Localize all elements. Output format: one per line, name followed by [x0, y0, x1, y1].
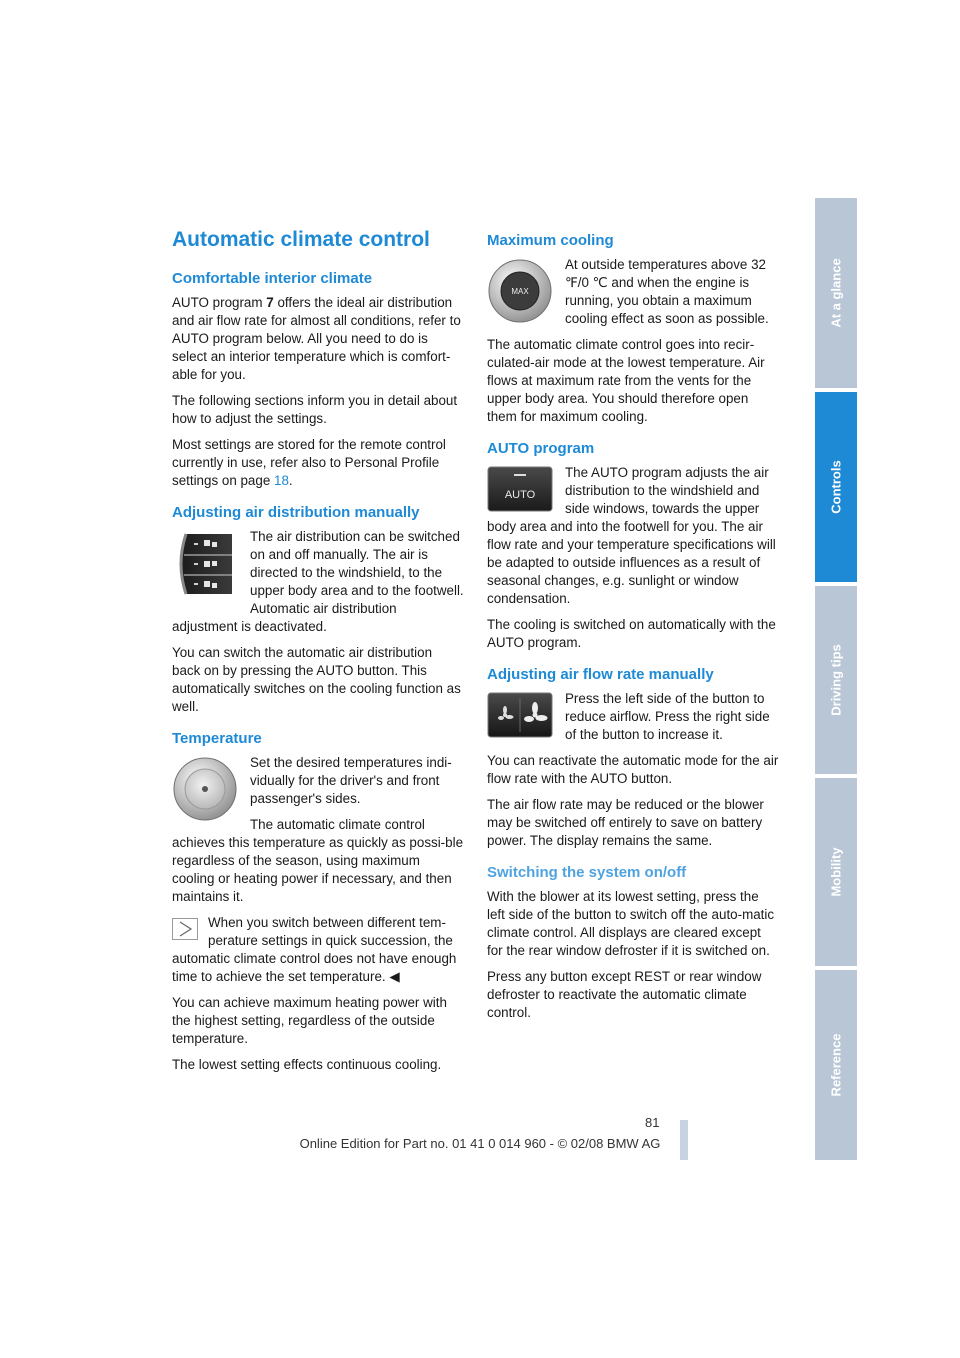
- paragraph: AUTO program 7 offers the ideal air distribution and air flow rate for almost all conditions, refer to AUTO program below. All you need to do is select an interior temperature which is comfort-able for you.: [172, 295, 461, 382]
- paragraph: You can reactivate the automatic mode for the air flow rate with the AUTO button.: [487, 753, 779, 786]
- paragraph: The automatic climate control goes into recir-culated-air mode at the lowest temperature. Air flows at maximum rate from the vents for the upper body area. You should therefore open them for maximum cooling.: [487, 337, 765, 424]
- heading-air-flow-rate: Adjusting air flow rate manually: [487, 666, 714, 683]
- paragraph: The lowest setting effects continuous cooling.: [172, 1057, 442, 1072]
- heading-comfortable-interior-climate: Comfortable interior climate: [172, 270, 373, 287]
- heading-switching-system: Switching the system on/off: [487, 864, 687, 881]
- page-number: 81: [645, 1115, 660, 1130]
- paragraph: Press the left side of the button to reduce airflow. Press the right side of the button to increase it.: [487, 690, 779, 744]
- paragraph: Set the desired temperatures indi-vidually for the driver's and front passenger's sides.: [250, 755, 452, 806]
- temperature-knob-icon: [172, 756, 238, 822]
- paragraph: The following sections inform you in detail about how to adjust the settings.: [172, 393, 458, 426]
- paragraph: The air flow rate may be reduced or the blower may be switched off entirely to save on battery power. The display remains the same.: [487, 797, 764, 848]
- fan-button-icon: [487, 692, 553, 738]
- right-column: [487, 226, 779, 1030]
- heading-maximum-cooling: Maximum cooling: [487, 232, 614, 249]
- max-cooling-button-icon: [487, 258, 553, 324]
- end-marker: ◀: [389, 969, 400, 984]
- paragraph: AUTO The AUTO program adjusts the air distribution to the windshield and side windows, towards the upper body area and into the footwell for you. The air flow rate and your temperature specifications will be adapted to outside influences as a result of seasonal changes, e.g. sunlight or window condensation.: [487, 465, 776, 606]
- heading-temperature: Temperature: [172, 730, 262, 747]
- tab-controls[interactable]: Controls: [815, 392, 857, 582]
- paragraph: The automatic climate control achieves this temperature as quickly as possi-ble regardless of the season, using maximum cooling or heating power if necessary, and then maintains it.: [172, 817, 464, 904]
- left-column: [172, 226, 464, 1082]
- heading-air-distribution: Adjusting air distribution manually: [172, 504, 420, 521]
- paragraph: With the blower at its lowest setting, press the left side of the button to switch off the auto-matic climate control. All displays are cleared except for the rear window defroster if it is switched on.: [487, 889, 775, 958]
- air-distribution-buttons-icon: [172, 530, 238, 598]
- tab-at-a-glance[interactable]: At a glance: [815, 198, 857, 388]
- edition-footer: Online Edition for Part no. 01 41 0 014 960 - © 02/08 BMW AG: [299, 1136, 661, 1151]
- svg-text:AUTO: AUTO: [504, 489, 536, 501]
- svg-text:MAX: MAX: [511, 287, 529, 296]
- paragraph: Press any button except REST or rear window defroster to reactivate the automatic climate control.: [487, 969, 762, 1020]
- heading-auto-program: AUTO program: [487, 440, 595, 457]
- auto-button-icon: [487, 466, 553, 512]
- paragraph: You can achieve maximum heating power with the highest setting, regardless of the outside temperature.: [172, 995, 447, 1046]
- page-link[interactable]: 18: [274, 473, 289, 488]
- note-paragraph: When you switch between different tem-perature settings in quick succession, the automatic climate control does not have enough time to achieve the set temperature. ◀: [172, 915, 457, 984]
- paragraph: The cooling is switched on automatically with the AUTO program.: [487, 617, 776, 650]
- paragraph: Most settings are stored for the remote control currently in use, refer also to Personal Profile settings on page 18.: [172, 437, 446, 488]
- tab-reference[interactable]: Reference: [815, 970, 857, 1160]
- paragraph: The air distribution can be switched on and off manually. The air is directed to the windshield, to the upper body area and to the footwell. Automatic air distribution adjustment is deactivated.: [172, 529, 464, 634]
- paragraph: You can switch the automatic air distribution back on by pressing the AUTO button. This automatically switches on the cooling function as well.: [172, 645, 461, 714]
- tab-mobility[interactable]: Mobility: [815, 778, 857, 966]
- note-triangle-icon: [172, 918, 198, 940]
- paragraph: MAX At outside temperatures above 32 ℉/0 ℃ and when the engine is running, you obtain a maximum cooling effect as soon as possible.: [487, 256, 779, 328]
- chapter-sidebar: [815, 198, 857, 1160]
- tab-driving-tips[interactable]: Driving tips: [815, 586, 857, 774]
- temperature-block: [172, 754, 464, 906]
- page-title: Automatic climate control: [172, 228, 430, 251]
